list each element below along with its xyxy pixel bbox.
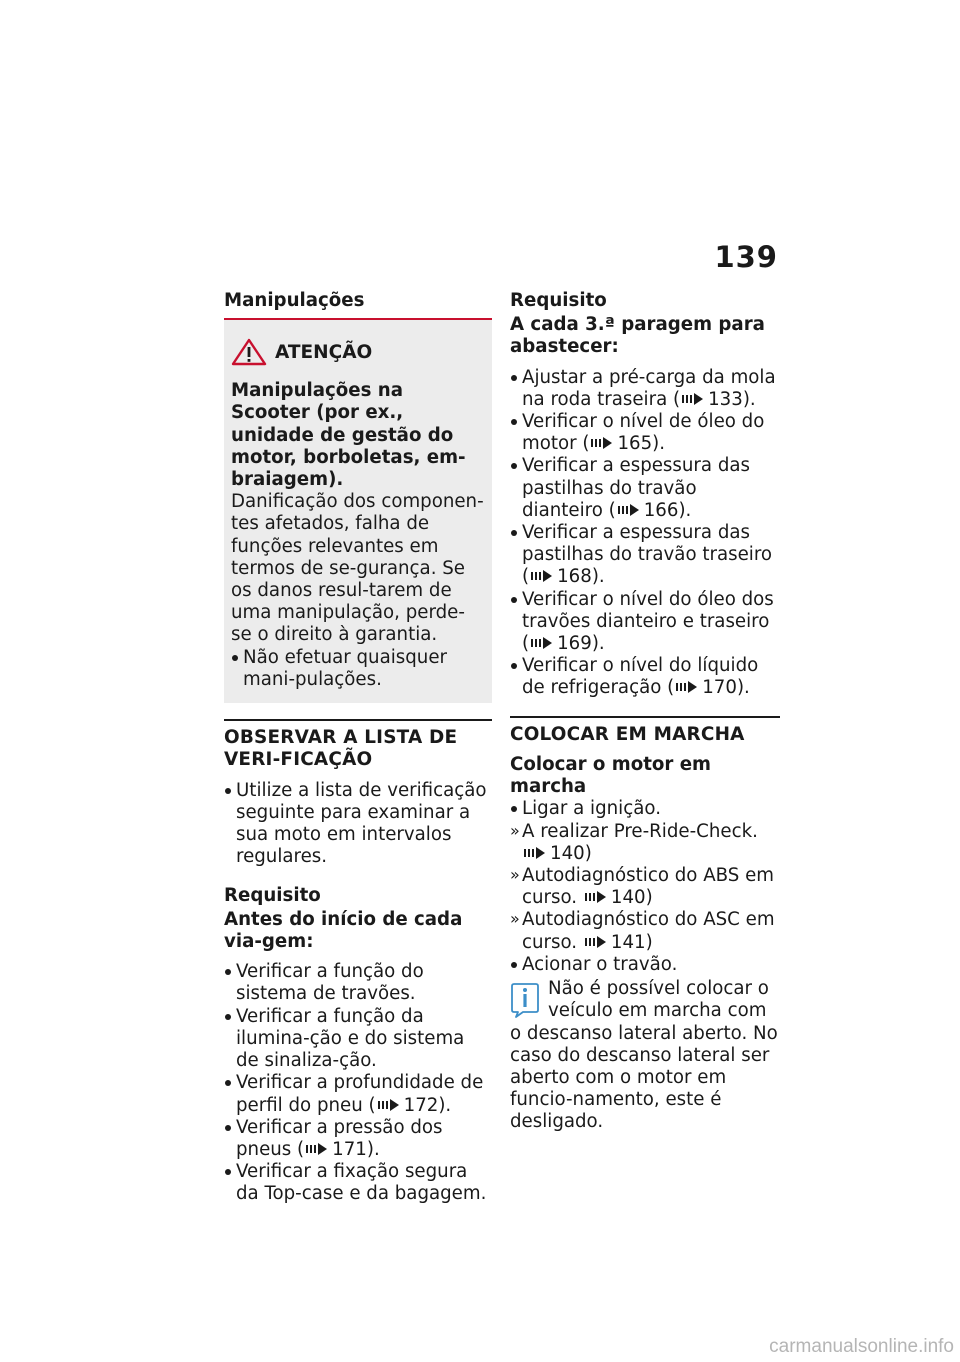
- page-reference-icon: [682, 392, 704, 406]
- list-item: Verificar o nível do óleo dos travões dianteiro e traseiro ( 169).: [510, 589, 780, 656]
- warning-box: [224, 318, 492, 703]
- warning-title: ATENÇÃO: [275, 341, 373, 363]
- list-item: Verificar a pressão dos pneus ( 171).: [224, 1117, 492, 1161]
- list-item: Verificar a espessura das pastilhas do travão traseiro ( 168).: [510, 522, 780, 589]
- page-reference-icon: [618, 503, 640, 517]
- page-reference-icon: [591, 436, 613, 450]
- info-note: [510, 978, 780, 1133]
- step-item: Acionar o travão.: [510, 954, 780, 976]
- info-icon: [508, 980, 542, 1018]
- requisito-condition: A cada 3.ª paragem para abastecer:: [510, 314, 765, 358]
- section-title-colocar-em-marcha: COLOCAR EM MARCHA: [510, 716, 780, 746]
- page-reference-icon: [585, 935, 607, 949]
- page-reference-icon: [531, 569, 553, 583]
- page-reference-icon: [378, 1098, 400, 1112]
- result-item: » Autodiagnóstico do ABS em curso. 140): [510, 865, 780, 909]
- page-reference-icon: [306, 1142, 328, 1156]
- page-reference-icon: [531, 636, 553, 650]
- list-item: Ajustar a pré-carga da mola na roda traseira ( 133).: [510, 367, 780, 411]
- watermark-footer: carmanualsonline.info: [769, 1336, 954, 1357]
- list-item: Verificar a função da ilumina-ção e do sistema de sinaliza-ção.: [224, 1006, 492, 1073]
- page-reference-icon: [676, 680, 698, 694]
- checklist-intro: Utilize a lista de verificação seguinte para examinar a sua moto em intervalos regulares.: [224, 780, 492, 869]
- list-item: Verificar a espessura das pastilhas do travão dianteiro ( 166).: [510, 455, 780, 522]
- warning-bullet: Não efetuar quaisquer mani-pulações.: [231, 647, 484, 691]
- result-item: » A realizar Pre-Ride-Check. 140): [510, 821, 780, 865]
- page-number: 139: [714, 240, 778, 274]
- step-item: Ligar a ignição.: [510, 798, 780, 820]
- warning-text: Danificação dos componen-tes afetados, falha de funções relevantes em termos de se-gurança. Se os danos resul-tarem de uma manipulação, perde-se o direito à garantia.: [231, 491, 484, 646]
- warning-header: [231, 338, 484, 366]
- list-item: Verificar o nível de óleo do motor ( 165).: [510, 411, 780, 455]
- right-column: [510, 290, 780, 1134]
- left-column: [224, 290, 492, 1206]
- note-text: Não é possível colocar o veículo em marcha com o descanso lateral aberto. No caso do descanso lateral ser aberto com o motor em funcio-namento, este é desligado.: [510, 978, 778, 1133]
- requisito-label: Requisito: [224, 884, 321, 906]
- list-item: Verificar a função do sistema de travões.: [224, 961, 492, 1005]
- section-title-checklist: OBSERVAR A LISTA DE VERI-FICAÇÃO: [224, 719, 492, 772]
- list-item: Verificar o nível do líquido de refrigeração ( 170).: [510, 655, 780, 699]
- requisito-label: Requisito: [510, 290, 607, 311]
- page-reference-icon: [585, 890, 607, 904]
- subheading-start-engine: Colocar o motor em marcha: [510, 754, 711, 798]
- requisito-condition: Antes do início de cada via-gem:: [224, 908, 463, 953]
- warning-triangle-icon: [231, 338, 267, 366]
- warning-bold-text: Manipulações na Scooter (por ex., unidade de gestão do motor, borboletas, em-braiagem).: [231, 380, 466, 491]
- result-item: » Autodiagnóstico do ASC em curso. 141): [510, 909, 780, 953]
- section-heading-manipulacoes: Manipulações: [224, 290, 365, 311]
- list-item: Verificar a profundidade de perfil do pneu ( 172).: [224, 1072, 492, 1116]
- page-reference-icon: [524, 846, 546, 860]
- list-item: Verificar a fixação segura da Top-case e da bagagem.: [224, 1161, 492, 1205]
